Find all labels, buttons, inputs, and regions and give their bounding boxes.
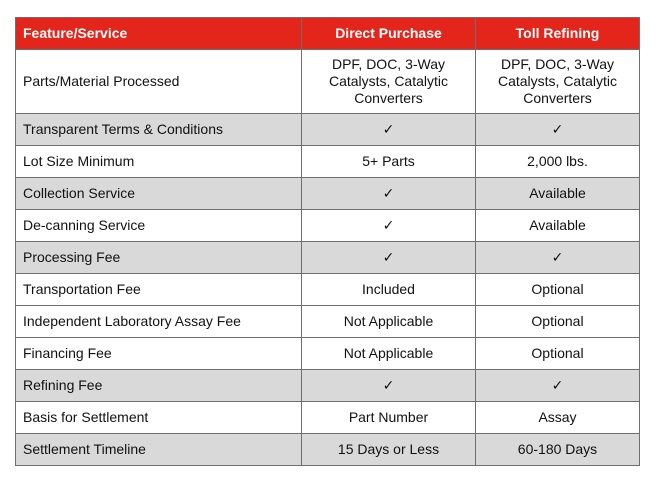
toll-refining-cell: DPF, DOC, 3-Way Catalysts, Catalytic Converters [476,50,640,114]
direct-purchase-cell: ✓ [302,114,476,146]
header-direct-purchase: Direct Purchase [302,18,476,50]
toll-refining-cell: Available [476,178,640,210]
direct-purchase-cell: Part Number [302,402,476,434]
direct-purchase-cell: ✓ [302,242,476,274]
table-row [16,338,640,370]
table-row [16,370,640,402]
toll-refining-cell: Optional [476,274,640,306]
feature-cell: Refining Fee [16,370,302,402]
direct-purchase-cell: Not Applicable [302,306,476,338]
feature-cell: Basis for Settlement [16,402,302,434]
feature-cell: Transparent Terms & Conditions [16,114,302,146]
table-row [16,402,640,434]
direct-purchase-cell: Included [302,274,476,306]
toll-refining-cell: ✓ [476,242,640,274]
direct-purchase-cell: ✓ [302,370,476,402]
table-row [16,114,640,146]
direct-purchase-cell: 5+ Parts [302,146,476,178]
feature-cell: Transportation Fee [16,274,302,306]
feature-cell: De-canning Service [16,210,302,242]
direct-purchase-cell: Not Applicable [302,338,476,370]
feature-cell: Parts/Material Processed [16,50,302,114]
table-row [16,146,640,178]
header-row [16,18,640,50]
feature-cell: Settlement Timeline [16,434,302,466]
toll-refining-cell: Optional [476,338,640,370]
table-row [16,434,640,466]
feature-cell: Collection Service [16,178,302,210]
toll-refining-cell: ✓ [476,370,640,402]
direct-purchase-cell: DPF, DOC, 3-Way Catalysts, Catalytic Converters [302,50,476,114]
table-row [16,50,640,114]
toll-refining-cell: Optional [476,306,640,338]
feature-cell: Financing Fee [16,338,302,370]
direct-purchase-cell: 15 Days or Less [302,434,476,466]
direct-purchase-cell: ✓ [302,210,476,242]
direct-purchase-cell: ✓ [302,178,476,210]
feature-cell: Processing Fee [16,242,302,274]
table-row [16,210,640,242]
toll-refining-cell: 2,000 lbs. [476,146,640,178]
table-row [16,274,640,306]
comparison-table [15,17,640,466]
header-feature: Feature/Service [16,18,302,50]
table-row [16,178,640,210]
feature-cell: Independent Laboratory Assay Fee [16,306,302,338]
table-row [16,306,640,338]
feature-cell: Lot Size Minimum [16,146,302,178]
header-toll-refining: Toll Refining [476,18,640,50]
toll-refining-cell: ✓ [476,114,640,146]
table-row [16,242,640,274]
toll-refining-cell: Assay [476,402,640,434]
toll-refining-cell: 60-180 Days [476,434,640,466]
toll-refining-cell: Available [476,210,640,242]
